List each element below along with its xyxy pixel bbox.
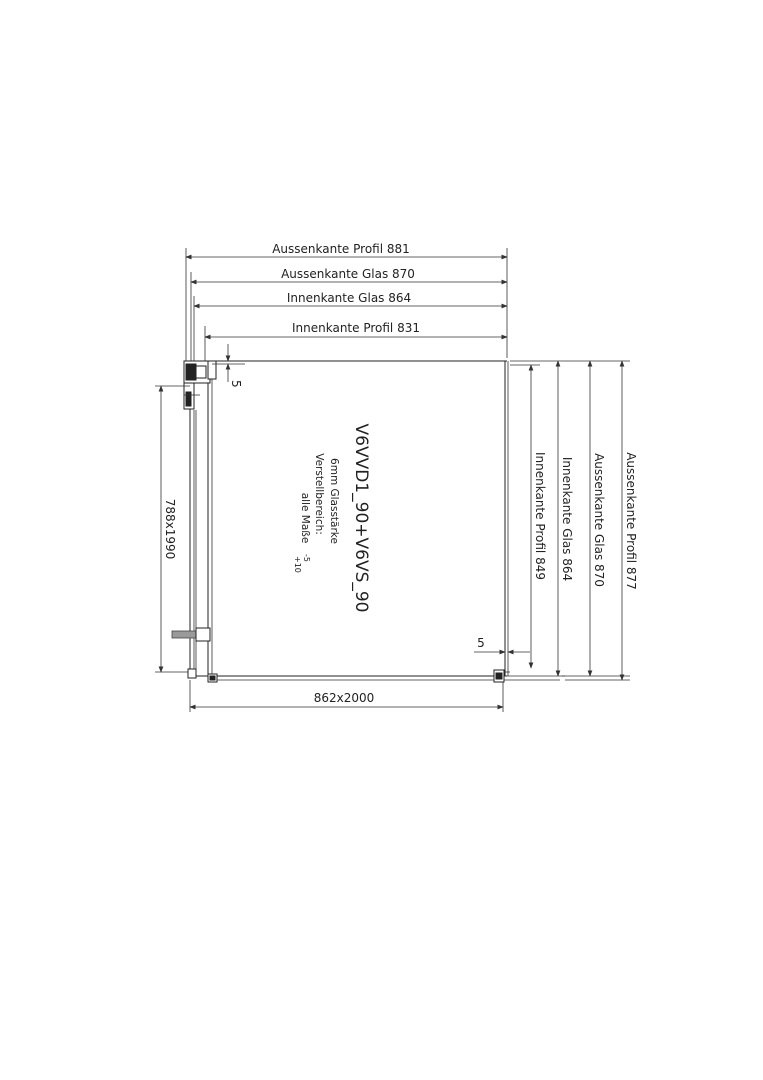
model-title: V6VVD1_90+V6VS_90 xyxy=(351,423,371,613)
dim-label-aussenkante-profil-877: Aussenkante Profil 877 xyxy=(624,452,638,590)
dim-label-innenkante-profil-849: Innenkante Profil 849 xyxy=(533,452,547,580)
dim-label-innenkante-glas-864-right: Innenkante Glas 864 xyxy=(560,456,574,582)
door-handle xyxy=(172,628,210,641)
left-dimension-group xyxy=(155,386,190,672)
all-dimensions-note: alle Maße xyxy=(299,492,311,544)
dim-label-innenkante-profil-831: Innenkante Profil 831 xyxy=(292,321,420,335)
dim-label-door-panel: 862x2000 xyxy=(313,691,375,705)
top-dimension-group xyxy=(186,242,507,362)
adjust-range-note: Verstellbereich: xyxy=(313,453,325,535)
gap-marker-top xyxy=(212,344,245,388)
glass-thickness-note: 6mm Glasstärke xyxy=(328,458,340,544)
gap-marker-bottom xyxy=(474,636,530,652)
right-dimension-group xyxy=(510,361,638,680)
enclosure-outline xyxy=(190,361,565,680)
dim-label-innenkante-glas-864: Innenkante Glas 864 xyxy=(286,291,412,305)
gap-label-bottom: 5 xyxy=(477,636,485,650)
dim-label-side-panel: 788x1990 xyxy=(163,498,177,560)
wall-profile-detail xyxy=(184,361,216,409)
notes-block xyxy=(293,424,371,613)
dim-label-aussenkante-profil-881: Aussenkante Profil 881 xyxy=(272,242,410,256)
dim-label-aussenkante-glas-870: Aussenkante Glas 870 xyxy=(281,267,415,281)
tolerance-plus: +10 xyxy=(293,556,302,573)
gap-label-top: 5 xyxy=(229,380,243,388)
tolerance-minus: -5 xyxy=(302,554,311,562)
dim-label-aussenkante-glas-870-right: Aussenkante Glas 870 xyxy=(592,453,606,587)
bottom-dimension-group xyxy=(190,680,503,712)
